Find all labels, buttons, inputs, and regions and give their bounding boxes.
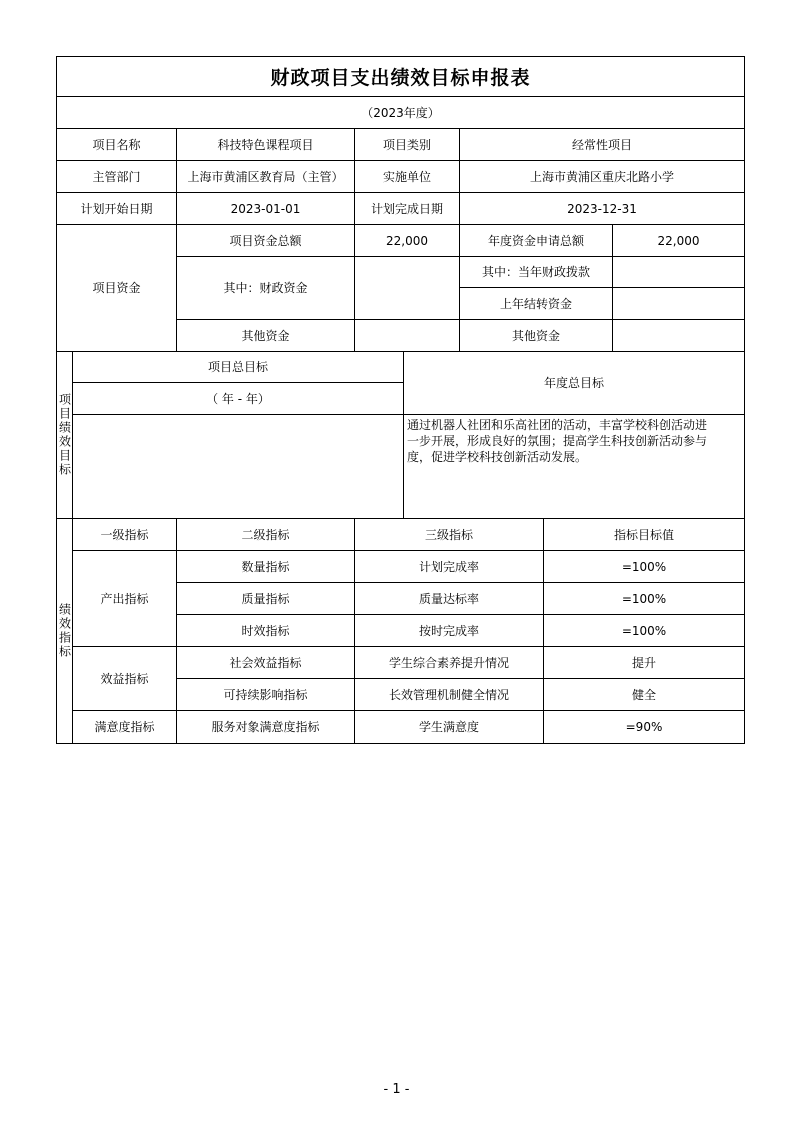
target-value-cell: =100% xyxy=(544,583,745,615)
form-title-text: 财政项目支出绩效目标申报表 xyxy=(270,67,531,89)
header-level2: 二级指标 xyxy=(177,519,355,551)
funds-annual-value: 22,000 xyxy=(613,225,745,257)
target-value-cell: =100% xyxy=(544,551,745,583)
annual-goal-label: 年度总目标 xyxy=(404,352,745,415)
target-value-cell: =100% xyxy=(544,615,745,647)
project-type-value: 经常性项目 xyxy=(460,129,745,161)
header-target-value: 指标目标值 xyxy=(544,519,745,551)
funds-current-label: 其中：当年财政拨款 xyxy=(460,257,613,288)
end-date-value: 2023-12-31 xyxy=(460,193,745,225)
start-date-value: 2023-01-01 xyxy=(177,193,355,225)
funds-other2-label: 其他资金 xyxy=(460,320,613,352)
impl-value: 上海市黄浦区重庆北路小学 xyxy=(460,161,745,193)
dept-value: 上海市黄浦区教育局（主管） xyxy=(177,161,355,193)
funds-total-value: 22,000 xyxy=(355,225,460,257)
funds-other-value xyxy=(355,320,460,352)
form-title xyxy=(56,56,745,97)
target-value-cell: 健全 xyxy=(544,679,745,711)
overall-goal-text xyxy=(73,415,404,519)
level3-cell: 计划完成率 xyxy=(355,551,544,583)
funds-carry-label: 上年结转资金 xyxy=(460,288,613,320)
level2-cell: 质量指标 xyxy=(177,583,355,615)
goals-label xyxy=(56,352,73,519)
funds-current-value xyxy=(613,257,745,288)
indicators-label xyxy=(56,519,73,744)
goals-label-text: 项目绩效目标 xyxy=(57,393,72,477)
dept-label: 主管部门 xyxy=(56,161,177,193)
level3-cell: 学生满意度 xyxy=(355,711,544,744)
level1-benefit: 效益指标 xyxy=(73,647,177,711)
funds-fiscal-label: 其中：财政资金 xyxy=(177,257,355,320)
target-value-cell: =90% xyxy=(544,711,745,744)
start-date-label: 计划开始日期 xyxy=(56,193,177,225)
page-number: - 1 - xyxy=(383,1082,410,1097)
project-type-label: 项目类别 xyxy=(355,129,460,161)
funds-annual-label: 年度资金申请总额 xyxy=(460,225,613,257)
level3-cell: 学生综合素养提升情况 xyxy=(355,647,544,679)
level2-cell: 服务对象满意度指标 xyxy=(177,711,355,744)
funds-other2-value xyxy=(613,320,745,352)
end-date-label: 计划完成日期 xyxy=(355,193,460,225)
level2-cell: 社会效益指标 xyxy=(177,647,355,679)
funds-total-label: 项目资金总额 xyxy=(177,225,355,257)
performance-form xyxy=(56,56,745,744)
level2-cell: 可持续影响指标 xyxy=(177,679,355,711)
funds-label: 项目资金 xyxy=(56,225,177,352)
overall-goal-label: 项目总目标 xyxy=(73,352,404,383)
year-row: （2023年度） xyxy=(56,97,745,129)
annual-goal-text: 通过机器人社团和乐高社团的活动，丰富学校科创活动进一步开展，形成良好的氛围；提高学生科技创新活动参与度，促进学校科技创新活动发展。 xyxy=(404,415,745,519)
level1-satisfaction: 满意度指标 xyxy=(73,711,177,744)
level3-cell: 长效管理机制健全情况 xyxy=(355,679,544,711)
funds-other-label: 其他资金 xyxy=(177,320,355,352)
level3-cell: 质量达标率 xyxy=(355,583,544,615)
funds-carry-value xyxy=(613,288,745,320)
level1-output: 产出指标 xyxy=(73,551,177,647)
level2-cell: 时效指标 xyxy=(177,615,355,647)
goal-period: （ 年 - 年） xyxy=(73,383,404,415)
level2-cell: 数量指标 xyxy=(177,551,355,583)
target-value-cell: 提升 xyxy=(544,647,745,679)
header-level1: 一级指标 xyxy=(73,519,177,551)
project-name-label: 项目名称 xyxy=(56,129,177,161)
project-name-value: 科技特色课程项目 xyxy=(177,129,355,161)
impl-label: 实施单位 xyxy=(355,161,460,193)
header-level3: 三级指标 xyxy=(355,519,544,551)
level3-cell: 按时完成率 xyxy=(355,615,544,647)
indicators-label-text: 绩效指标 xyxy=(57,603,72,659)
funds-fiscal-value xyxy=(355,257,460,320)
